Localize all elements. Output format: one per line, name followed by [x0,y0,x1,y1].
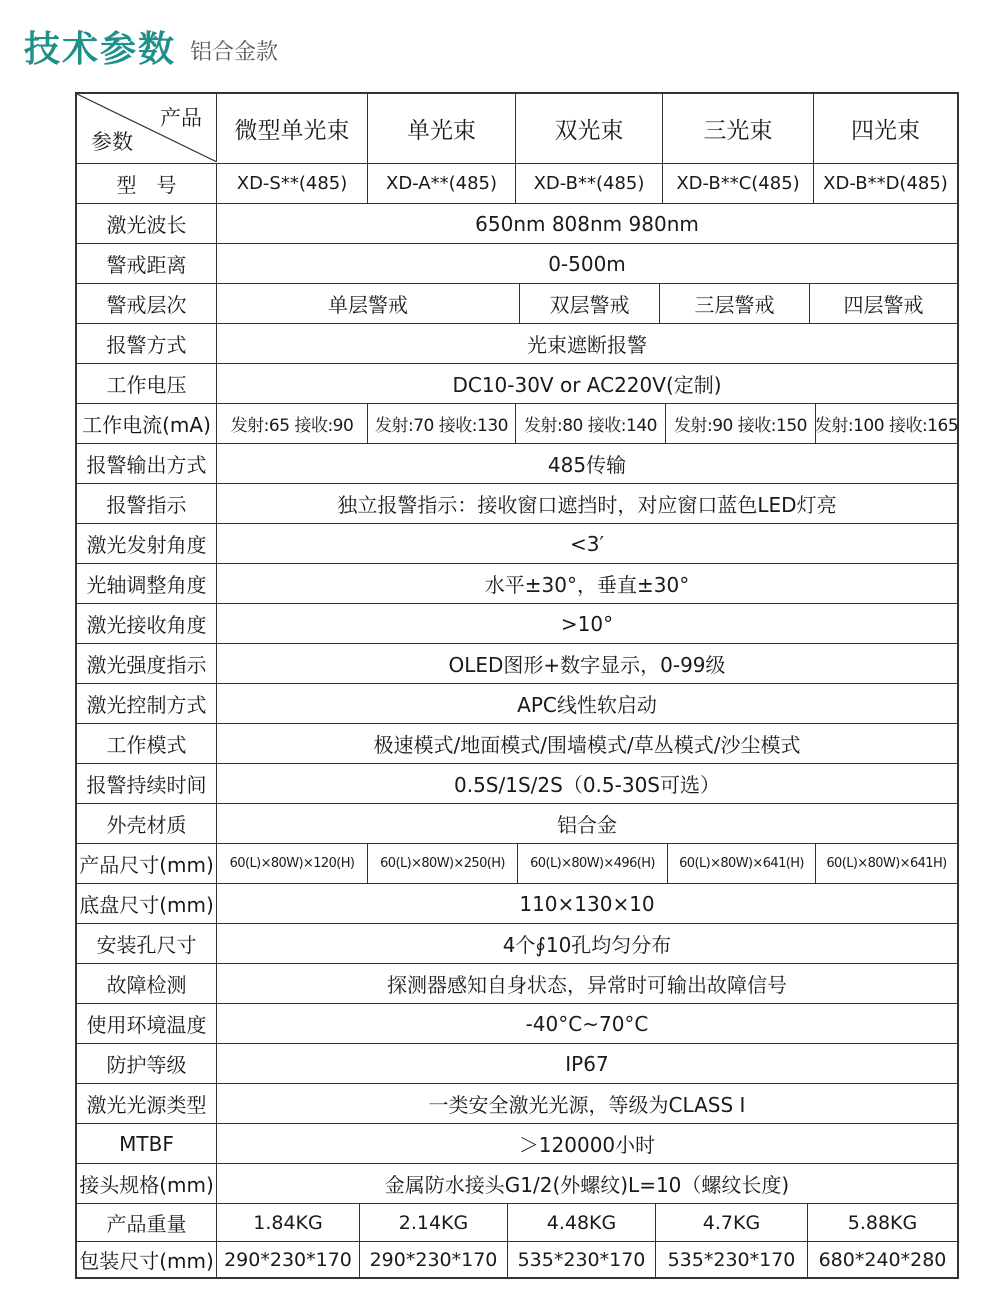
row-label: 报警方式 [77,324,217,363]
table-cell: APC线性软启动 [517,693,657,717]
row-label: MTBF [77,1124,217,1163]
table-cell: XD-S**(485) [236,173,348,194]
table-cell: 极速模式/地面模式/围墙模式/草丛模式/沙尘模式 [373,733,801,757]
table-cell: 5.88KG [807,1204,957,1241]
table-cell: 485传输 [547,453,627,477]
row-label: 激光光源类型 [77,1084,217,1123]
row-label: 安装孔尺寸 [77,924,217,963]
table-cell: 60(L)×80W)×641(H) [667,844,815,883]
spec-table [75,92,959,1279]
table-cell: 535*230*170 [655,1242,807,1277]
row-label: 报警输出方式 [77,444,217,483]
table-cell: 发射:70 接收:130 [367,404,515,443]
table-row-connector [77,1164,957,1204]
table-row-intensity [77,644,957,684]
table-cell: -40°C~70°C [525,1011,649,1036]
page-header [24,20,278,70]
corner-product-label: 产品 [160,106,202,130]
table-cell: 金属防水接头G1/2(外螺纹)L=10（螺纹长度) [384,1173,790,1197]
table-row-model [77,164,957,204]
row-label: 使用环境温度 [77,1004,217,1043]
table-cell: 四层警戒 [809,284,957,323]
row-label: 工作模式 [77,724,217,763]
table-row-alarm-mode [77,324,957,364]
table-row-weight [77,1204,957,1242]
table-row-guard-layers [77,284,957,324]
table-row-fault [77,964,957,1004]
row-label: 接头规格(mm) [77,1164,217,1203]
table-cell: 110×130×10 [519,891,655,916]
table-cell: 铝合金 [557,813,617,837]
table-row-temperature [77,1004,957,1044]
table-header-row [77,94,957,164]
table-cell: 发射:90 接收:150 [665,404,815,443]
table-cell: 光束遮断报警 [527,333,647,357]
table-cell: 发射:65 接收:90 [230,416,354,436]
product-header: 四光束 [813,94,957,163]
table-row-receive-angle [77,604,957,644]
table-row-control [77,684,957,724]
table-cell: 4.7KG [655,1204,807,1241]
row-label: 警戒层次 [77,284,217,323]
table-row-protection [77,1044,957,1084]
table-cell: 探测器感知自身状态，异常时可输出故障信号 [387,973,787,997]
row-label: 工作电压 [77,364,217,403]
row-label: 激光控制方式 [77,684,217,723]
row-label: 警戒距离 [77,244,217,283]
table-cell: XD-B**(485) [515,164,662,203]
row-label: 防护等级 [77,1044,217,1083]
table-cell: 60(L)×80W)×641H) [815,844,957,883]
table-cell: 650nm 808nm 980nm [475,211,699,236]
row-label: 报警持续时间 [77,764,217,803]
table-cell: <3′ [569,531,605,556]
table-cell: 535*230*170 [507,1242,655,1277]
table-row-size [77,844,957,884]
table-cell: 0.5S/1S/2S（0.5-30S可选） [454,773,720,797]
row-label: 光轴调整角度 [77,564,217,603]
table-cell: XD-A**(485) [367,164,515,203]
row-label: 型 号 [77,164,217,203]
row-label: 激光接收角度 [77,604,217,643]
row-label: 故障检测 [77,964,217,1003]
table-cell: DC10-30V or AC220V(定制) [452,373,722,397]
table-row-housing [77,804,957,844]
table-cell: 60(L)×80W)×120(H) [229,856,355,871]
page-subtitle: 铝合金款 [190,40,279,65]
corner-param-label: 参数 [91,130,133,154]
table-row-guard-distance [77,244,957,284]
row-label: 产品重量 [77,1204,217,1241]
table-cell: >10° [560,611,614,636]
table-row-voltage [77,364,957,404]
table-cell: 680*240*280 [807,1242,957,1277]
table-cell: 一类安全激光光源，等级为CLASS Ⅰ [428,1093,746,1117]
table-cell: 发射:100 接收:165 [815,404,957,443]
row-label: 产品尺寸(mm) [77,844,217,883]
page-title: 技术参数 [24,29,177,70]
table-row-alarm-output [77,444,957,484]
table-cell: 2.14KG [359,1204,507,1241]
table-cell: 290*230*170 [224,1248,352,1271]
table-cell: 4.48KG [507,1204,655,1241]
table-cell: XD-B**C(485) [662,164,813,203]
table-cell: 独立报警指示：接收窗口遮挡时，对应窗口蓝色LED灯亮 [337,493,837,517]
table-row-current [77,404,957,444]
table-cell: 发射:80 接收:140 [515,404,665,443]
row-label: 外壳材质 [77,804,217,843]
row-label: 激光强度指示 [77,644,217,683]
product-header: 三光束 [662,94,813,163]
table-row-package [77,1242,957,1277]
row-label: 工作电流(mA) [77,404,217,443]
product-header: 微型单光束 [234,118,350,144]
table-cell: 三层警戒 [659,284,809,323]
table-row-work-mode [77,724,957,764]
table-cell: XD-B**D(485) [813,164,957,203]
table-row-base-size [77,884,957,924]
table-cell: IP67 [565,1051,609,1076]
row-label: 包装尺寸(mm) [77,1242,217,1277]
table-cell: ＞120000小时 [518,1133,656,1157]
table-row-alarm-duration [77,764,957,804]
table-row-mtbf [77,1124,957,1164]
product-header: 单光束 [367,94,515,163]
table-row-axis-adjust [77,564,957,604]
row-label: 激光波长 [77,204,217,243]
table-cell: 0-500m [548,251,626,276]
product-header: 双光束 [515,94,662,163]
table-row-mount-hole [77,924,957,964]
table-row-wavelength [77,204,957,244]
table-row-laser-type [77,1084,957,1124]
row-label: 激光发射角度 [77,524,217,563]
table-cell: 水平±30°，垂直±30° [484,573,690,597]
table-cell: 60(L)×80W)×250(H) [367,844,517,883]
row-label: 底盘尺寸(mm) [77,884,217,923]
table-cell: 单层警戒 [328,293,408,317]
table-row-emit-angle [77,524,957,564]
corner-header-cell [77,94,217,162]
table-cell: 4个∮10孔均匀分布 [502,933,672,957]
table-row-alarm-indicator [77,484,957,524]
table-cell: 60(L)×80W)×496(H) [517,844,667,883]
table-cell: 双层警戒 [519,284,659,323]
table-cell: 290*230*170 [359,1242,507,1277]
table-cell: 1.84KG [253,1211,323,1234]
row-label: 报警指示 [77,484,217,523]
table-cell: OLED图形+数字显示，0-99级 [448,653,726,677]
